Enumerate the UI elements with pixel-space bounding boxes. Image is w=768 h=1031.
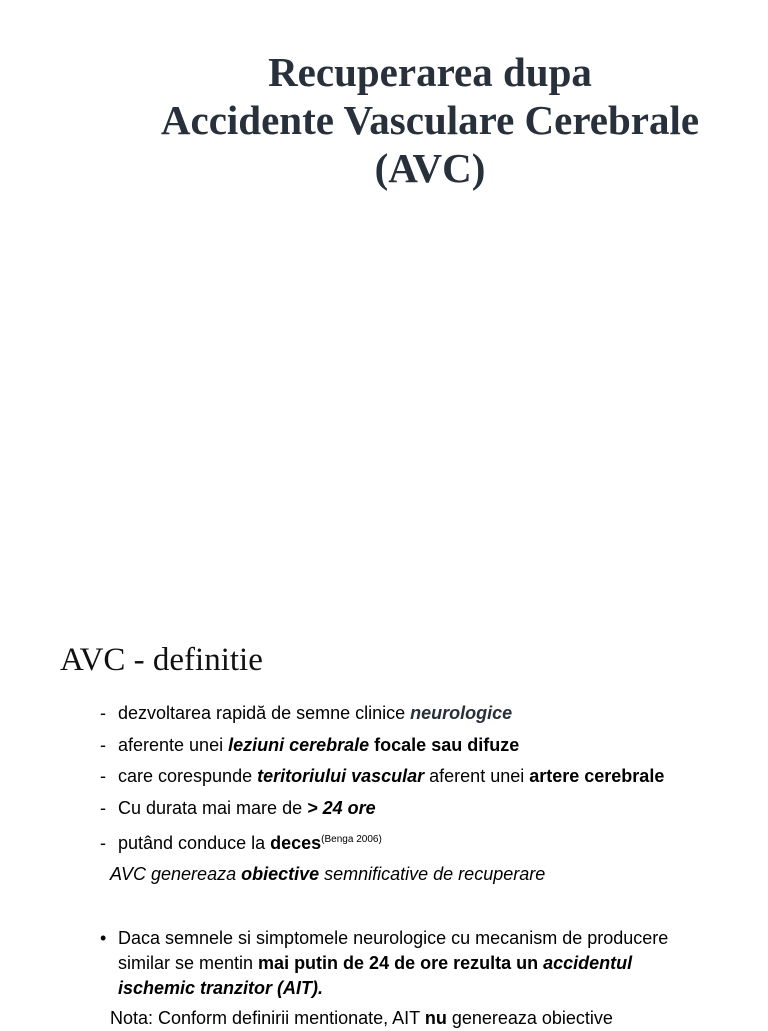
slide-title [90,48,768,192]
list-item [100,793,760,825]
item-text: putând conduce la [118,833,271,853]
nota-text: Nota: Conform definirii mentionate, AIT [110,1008,425,1028]
bullet-line-2 [100,951,760,976]
nota-line [110,1006,613,1031]
bullet-paragraph [100,926,760,1001]
dash-marker: - [100,797,106,818]
bullet-marker: • [100,928,107,948]
list-item [100,761,760,793]
item-emphasis: teritoriului vascular [257,766,425,786]
dash-marker: - [100,766,106,786]
dash-marker: - [100,833,106,853]
item-emphasis: leziuni cerebrale [228,734,370,755]
item-emphasis: > 24 ore [307,797,376,818]
list-item [100,698,760,730]
bullet-emphasis: ischemic tranzitor (AIT). [118,978,324,998]
nota-text: genereaza obiective [446,1008,613,1028]
slide-title-line-3: (AVC) [374,145,486,191]
bullet-line-3 [100,976,760,1001]
bullet-emphasis: accidentul [543,953,633,973]
dash-marker: - [100,734,106,755]
item-text: aferent unei [424,766,530,786]
item-text: aferente unei [118,734,229,755]
list-item [100,730,760,762]
item-text: dezvoltarea rapidă de semne clinice [118,703,411,723]
citation: (Benga 2006) [321,834,382,845]
item-bold: focale sau difuze [369,734,520,755]
item-bold: deces [270,833,322,853]
bullet-text: similar se mentin [118,953,259,973]
note-emphasis: obiective [241,864,320,884]
slide-title-line-2: Accidente Vasculare Cerebrale [160,97,700,143]
slide-title-line-1: Recuperarea dupa [268,49,592,95]
section-heading: AVC - definitie [60,642,263,678]
note-line [110,860,545,888]
definition-list [100,698,760,860]
item-bold: artere cerebrale [529,766,665,786]
bullet-line-1: Daca semnele si simptomele neurologice cu mecanism de producere [118,928,669,948]
note-text: semnificative de recuperare [319,864,546,884]
item-text: Cu durata mai mare de [118,797,308,818]
nota-bold: nu [424,1008,447,1028]
item-emphasis: neurologice [410,703,513,723]
dash-marker: - [100,703,106,723]
note-text: AVC genereaza [110,864,242,884]
item-text: care corespunde [118,766,258,786]
bullet-bold: mai putin de 24 de ore rezulta un [258,953,544,973]
list-item [100,824,760,860]
